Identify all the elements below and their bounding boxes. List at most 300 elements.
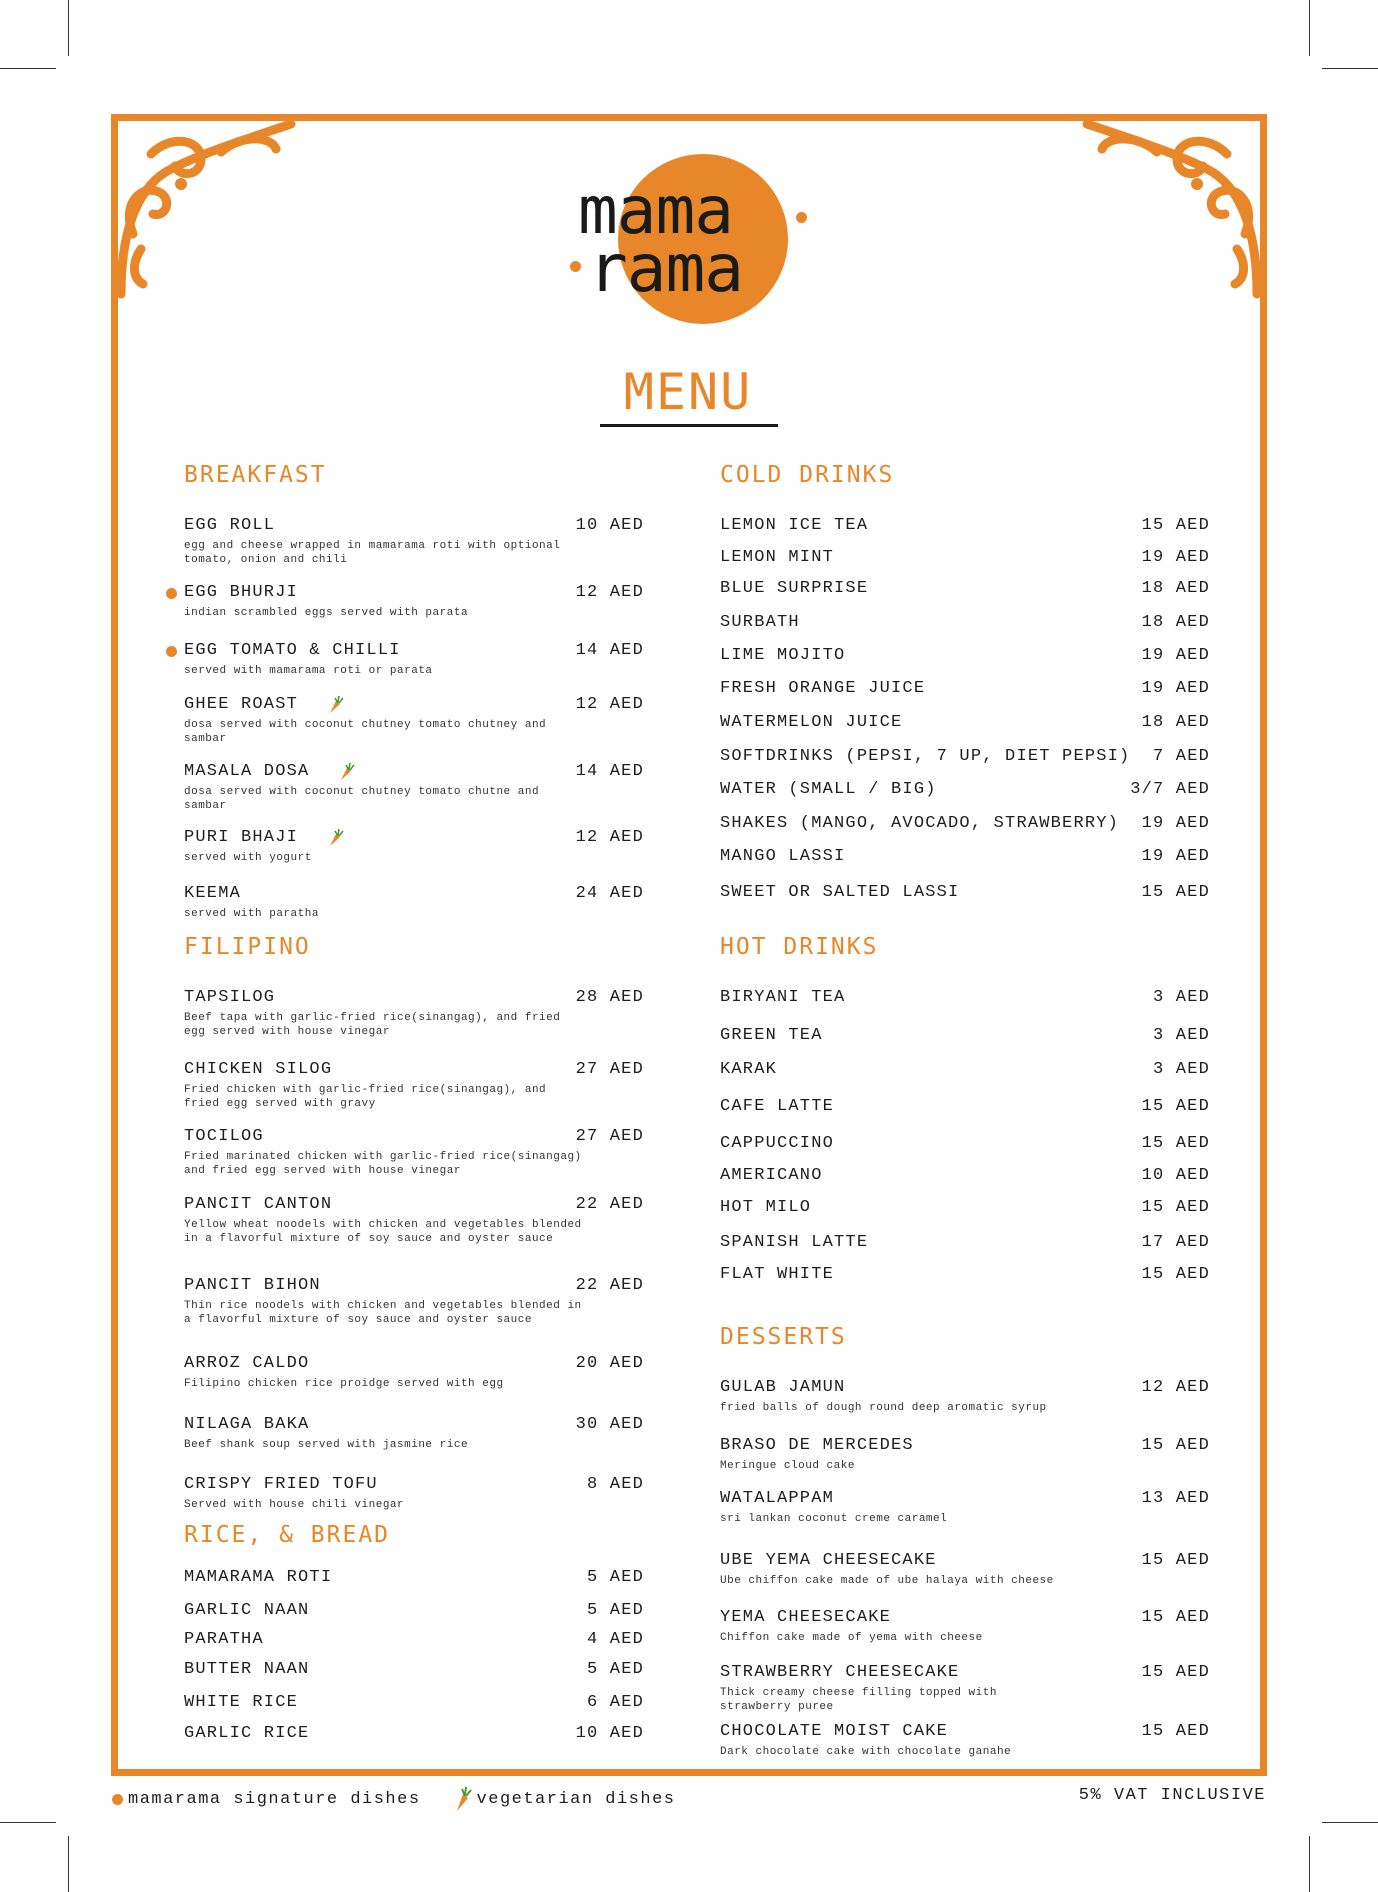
menu-item-price: 27 AED	[575, 1127, 644, 1146]
menu-item-price: 19 AED	[1141, 847, 1210, 866]
menu-item	[184, 762, 644, 813]
menu-item	[720, 747, 1210, 766]
menu-item-price: 17 AED	[1141, 1233, 1210, 1252]
menu-item-name-text: KEEMA	[184, 884, 242, 903]
menu-item-name	[720, 847, 845, 866]
menu-item-price: 15 AED	[1141, 1663, 1210, 1682]
menu-item	[720, 883, 1210, 902]
menu-item-row	[184, 1127, 644, 1146]
menu-item	[720, 1134, 1210, 1153]
menu-section	[720, 1324, 1210, 1758]
menu-item-name-text: BLUE SURPRISE	[720, 579, 869, 598]
menu-item-row	[184, 828, 644, 847]
menu-item-name-text: LIME MOJITO	[720, 646, 846, 665]
menu-item-row	[720, 579, 1210, 598]
menu-item-row	[720, 646, 1210, 665]
menu-item-name	[720, 1026, 823, 1045]
crop-mark	[68, 1836, 69, 1892]
menu-item-name-text: HOT MILO	[720, 1198, 812, 1217]
menu-item-price: 14 AED	[575, 762, 644, 781]
menu-item-name-text: TOCILOG	[184, 1127, 264, 1146]
section-title: COLD DRINKS	[720, 462, 895, 488]
logo-dot-left	[570, 261, 581, 272]
menu-item-price: 15 AED	[1141, 1551, 1210, 1570]
menu-item-name-text: SOFTDRINKS (PEPSI, 7 UP, DIET PEPSI)	[720, 747, 1131, 766]
menu-item-name	[184, 1276, 321, 1295]
menu-item-row	[720, 713, 1210, 732]
menu-item-name-text: UBE YEMA CHEESECAKE	[720, 1551, 937, 1570]
menu-item-row	[720, 1166, 1210, 1185]
menu-item-row	[720, 1198, 1210, 1217]
menu-title-underline	[600, 424, 778, 427]
orange-dot-icon	[112, 1794, 123, 1805]
menu-item-name	[720, 1166, 823, 1185]
menu-item-description: served with yogurt	[184, 852, 312, 864]
menu-item-row	[184, 695, 644, 714]
menu-item-price: 3 AED	[1152, 1060, 1210, 1079]
menu-item-row	[720, 847, 1210, 866]
menu-item-row	[720, 1026, 1210, 1045]
menu-item	[720, 1265, 1210, 1284]
menu-item-price: 18 AED	[1141, 713, 1210, 732]
menu-item-price: 18 AED	[1141, 579, 1210, 598]
menu-item-row	[720, 1060, 1210, 1079]
menu-item-price: 15 AED	[1141, 1608, 1210, 1627]
menu-item-price: 15 AED	[1141, 1265, 1210, 1284]
menu-item-name-text: PURI BHAJI	[184, 828, 299, 847]
menu-item-row	[184, 1195, 644, 1214]
menu-section	[720, 934, 1210, 1284]
menu-item-name	[720, 1198, 811, 1217]
menu-item	[720, 780, 1210, 799]
carrot-icon	[328, 829, 344, 847]
menu-item-description: Fried chicken with garlic-fried rice(sinangag), and fried egg served with gravy	[184, 1084, 547, 1110]
menu-item-name	[184, 1630, 264, 1649]
menu-item-row	[720, 747, 1210, 766]
menu-item-row	[184, 1660, 644, 1679]
menu-item-price: 19 AED	[1141, 548, 1210, 567]
menu-section	[184, 1522, 644, 1743]
menu-item-name	[720, 1134, 834, 1153]
menu-item-name	[720, 646, 845, 665]
menu-item	[720, 847, 1210, 866]
legend-signature-label: mamarama signature dishes	[128, 1789, 421, 1809]
menu-item-price: 5 AED	[586, 1568, 644, 1587]
menu-item	[184, 884, 644, 921]
menu-item-row	[184, 1276, 644, 1295]
menu-item-row	[720, 1722, 1210, 1741]
menu-item-name	[184, 1568, 332, 1587]
section-title: DESSERTS	[720, 1324, 847, 1350]
menu-item-description: Thin rice noodels with chicken and vegetables blended in a flavorful mixture of soy sauce and oyster sauce	[184, 1300, 582, 1326]
menu-item-name-text: WATERMELON JUICE	[720, 713, 903, 732]
menu-item-name	[720, 1663, 959, 1682]
menu-item-name-text: SPANISH LATTE	[720, 1233, 869, 1252]
menu-item-name-text: KARAK	[720, 1060, 778, 1079]
menu-item-price: 7 AED	[1152, 747, 1210, 766]
crop-mark	[1322, 68, 1378, 69]
menu-item-name	[720, 1551, 937, 1570]
menu-item-name-text: CRISPY FRIED TOFU	[184, 1475, 378, 1494]
menu-item-name-text: MANGO LASSI	[720, 847, 846, 866]
menu-item-description: sri lankan coconut creme caramel	[720, 1513, 948, 1525]
menu-item-name	[720, 747, 1130, 766]
menu-item-row	[184, 1724, 644, 1743]
menu-item-price: 6 AED	[586, 1693, 644, 1712]
menu-item	[720, 613, 1210, 632]
menu-item-description: Filipino chicken rice proidge served with egg	[184, 1378, 504, 1390]
crop-mark	[1322, 1822, 1378, 1823]
menu-item-name-text: BUTTER NAAN	[184, 1660, 310, 1679]
menu-item-name	[720, 1722, 948, 1741]
crop-mark	[68, 0, 69, 56]
menu-item	[720, 1722, 1210, 1759]
menu-item-price: 15 AED	[1141, 1722, 1210, 1741]
menu-item-description: dosa served with coconut chutney tomato chutne and sambar	[184, 786, 540, 812]
menu-item-name-text: GHEE ROAST	[184, 695, 299, 714]
menu-item-description: served with paratha	[184, 908, 319, 920]
menu-item-name	[184, 695, 344, 714]
menu-item-row	[720, 883, 1210, 902]
menu-item	[720, 814, 1210, 833]
menu-item-name	[720, 516, 868, 535]
menu-item-name-text: GARLIC RICE	[184, 1724, 310, 1743]
menu-item	[184, 1568, 644, 1587]
menu-item-row	[184, 1568, 644, 1587]
menu-item-price: 3 AED	[1152, 988, 1210, 1007]
logo-line-1: mama	[578, 172, 733, 249]
menu-item	[184, 1060, 644, 1111]
menu-item-name	[720, 1489, 834, 1508]
menu-item-name	[184, 828, 344, 847]
menu-item-description: Ube chiffon cake made of ube halaya with cheese	[720, 1575, 1054, 1587]
menu-item-name	[720, 814, 1119, 833]
menu-item-name-text: GULAB JAMUN	[720, 1378, 846, 1397]
menu-item-description: Chiffon cake made of yema with cheese	[720, 1632, 983, 1644]
menu-item-price: 15 AED	[1141, 1134, 1210, 1153]
menu-item-row	[720, 1663, 1210, 1682]
menu-item-description: served with mamarama roti or parata	[184, 665, 433, 677]
crop-mark	[0, 68, 56, 69]
menu-item-name-text: CAPPUCCINO	[720, 1134, 835, 1153]
carrot-icon	[328, 696, 344, 714]
carrot-icon	[339, 763, 355, 781]
menu-item-price: 28 AED	[575, 988, 644, 1007]
menu-item-row	[720, 548, 1210, 567]
mamarama-logo	[568, 150, 818, 330]
menu-item-name-text: PANCIT CANTON	[184, 1195, 333, 1214]
menu-item	[720, 1489, 1210, 1526]
menu-item-price: 13 AED	[1141, 1489, 1210, 1508]
menu-item-name-text: CAFE LATTE	[720, 1097, 835, 1116]
ornament-corner-top-right	[1077, 114, 1267, 304]
menu-item-row	[720, 988, 1210, 1007]
menu-item-name-text: LEMON ICE TEA	[720, 516, 869, 535]
menu-item-price: 3/7 AED	[1130, 780, 1210, 799]
menu-item	[184, 1630, 644, 1649]
menu-item-row	[720, 1233, 1210, 1252]
menu-item	[720, 1233, 1210, 1252]
menu-item-price: 22 AED	[575, 1276, 644, 1295]
menu-item	[184, 695, 644, 746]
menu-item-name	[184, 1060, 332, 1079]
menu-item-description: dosa served with coconut chutney tomato chutney and sambar	[184, 719, 547, 745]
menu-item	[720, 988, 1210, 1007]
logo-line-2: rama	[588, 230, 743, 307]
menu-item-name	[184, 1354, 309, 1373]
menu-item	[720, 1060, 1210, 1079]
menu-item-description: fried balls of dough round deep aromatic syrup	[720, 1402, 1047, 1414]
menu-item-row	[720, 679, 1210, 698]
menu-item	[184, 1660, 644, 1679]
menu-item-price: 12 AED	[1141, 1378, 1210, 1397]
menu-item-name	[720, 780, 937, 799]
menu-item-price: 12 AED	[575, 583, 644, 602]
menu-item-row	[720, 613, 1210, 632]
menu-item-price: 15 AED	[1141, 1436, 1210, 1455]
menu-section	[184, 462, 644, 920]
menu-item	[184, 1195, 644, 1246]
menu-item	[720, 1166, 1210, 1185]
menu-item-price: 5 AED	[586, 1601, 644, 1620]
menu-item-name	[184, 1601, 309, 1620]
menu-item-row	[184, 1693, 644, 1712]
menu-item-description: Meringue cloud cake	[720, 1460, 855, 1472]
menu-item	[184, 1724, 644, 1743]
menu-item-price: 15 AED	[1141, 1198, 1210, 1217]
menu-item	[184, 828, 644, 865]
menu-item-row	[720, 1551, 1210, 1570]
menu-item-name-text: CHICKEN SILOG	[184, 1060, 333, 1079]
menu-item-description: Yellow wheat noodels with chicken and vegetables blended in a flavorful mixture of soy sauce and oyster sauce	[184, 1219, 582, 1245]
menu-item-row	[184, 1354, 644, 1373]
menu-item-row	[720, 1134, 1210, 1153]
menu-item-name	[720, 988, 845, 1007]
menu-item-name-text: NILAGA BAKA	[184, 1415, 310, 1434]
menu-item-name-text: MAMARAMA ROTI	[184, 1568, 333, 1587]
menu-item-row	[184, 1060, 644, 1079]
menu-item-name	[720, 1060, 777, 1079]
menu-item-price: 19 AED	[1141, 679, 1210, 698]
menu-item-row	[720, 1489, 1210, 1508]
menu-item	[720, 1436, 1210, 1473]
section-title: BREAKFAST	[184, 462, 327, 488]
menu-item-description: Fried marinated chicken with garlic-fried rice(sinangag) and fried egg served with house vinegar	[184, 1151, 582, 1177]
menu-item-name	[720, 883, 959, 902]
menu-item	[184, 1276, 644, 1327]
carrot-icon	[453, 1786, 473, 1812]
menu-item-row	[184, 583, 644, 602]
section-title: HOT DRINKS	[720, 934, 879, 960]
vat-note: 5% VAT INCLUSIVE	[1078, 1786, 1266, 1805]
menu-item-row	[720, 1097, 1210, 1116]
menu-item-name	[720, 579, 868, 598]
menu-item-name-text: GARLIC NAAN	[184, 1601, 310, 1620]
menu-item-price: 10 AED	[575, 1724, 644, 1743]
menu-item-price: 3 AED	[1152, 1026, 1210, 1045]
menu-item	[720, 516, 1210, 535]
menu-item	[720, 579, 1210, 598]
section-title: RICE, & BREAD	[184, 1522, 391, 1548]
menu-item-description: Beef tapa with garlic-fried rice(sinangag), and fried egg served with house vinegar	[184, 1012, 561, 1038]
menu-item-name	[720, 1233, 868, 1252]
menu-item-name	[184, 1724, 309, 1743]
menu-item-name	[184, 1693, 298, 1712]
menu-item-name	[184, 516, 275, 535]
orange-dot-icon	[166, 646, 177, 657]
menu-item-row	[184, 516, 644, 535]
menu-item-price: 15 AED	[1141, 883, 1210, 902]
menu-item-row	[720, 1608, 1210, 1627]
menu-item	[720, 1097, 1210, 1116]
menu-item-name	[720, 713, 902, 732]
menu-item	[184, 1601, 644, 1620]
menu-item-name-text: AMERICANO	[720, 1166, 823, 1185]
crop-mark	[1309, 1836, 1310, 1892]
menu-item-row	[184, 1630, 644, 1649]
menu-item-price: 12 AED	[575, 828, 644, 847]
menu-item	[720, 679, 1210, 698]
crop-mark	[1309, 0, 1310, 56]
menu-item	[184, 516, 644, 567]
menu-item-price: 10 AED	[1141, 1166, 1210, 1185]
menu-item-row	[184, 884, 644, 903]
menu-item-name	[720, 613, 800, 632]
menu-item-name	[720, 1097, 834, 1116]
menu-item-price: 15 AED	[1141, 516, 1210, 535]
menu-item-name-text: CHOCOLATE MOIST CAKE	[720, 1722, 949, 1741]
menu-item-row	[720, 814, 1210, 833]
menu-item	[720, 1608, 1210, 1645]
menu-item-price: 8 AED	[586, 1475, 644, 1494]
menu-item-name-text: SHAKES (MANGO, AVOCADO, STRAWBERRY)	[720, 814, 1120, 833]
menu-item-description: Dark chocolate cake with chocolate ganahe	[720, 1746, 1012, 1758]
menu-item	[720, 646, 1210, 665]
menu-item-description: Served with house chili vinegar	[184, 1499, 405, 1511]
menu-item-name	[184, 1415, 309, 1434]
menu-item-price: 22 AED	[575, 1195, 644, 1214]
menu-item-price: 27 AED	[575, 1060, 644, 1079]
menu-item-price: 19 AED	[1141, 646, 1210, 665]
menu-section	[720, 462, 1210, 902]
menu-item-name-text: WATALAPPAM	[720, 1489, 835, 1508]
menu-item-price: 20 AED	[575, 1354, 644, 1373]
menu-item	[184, 583, 644, 620]
menu-item-row	[720, 516, 1210, 535]
menu-item-row	[184, 1601, 644, 1620]
menu-item-name-text: EGG BHURJI	[184, 583, 299, 602]
logo-dot-right	[796, 212, 807, 223]
menu-item-name	[720, 1265, 834, 1284]
menu-item	[720, 1551, 1210, 1588]
menu-item-name-text: PARATHA	[184, 1630, 264, 1649]
menu-item-name	[184, 762, 355, 781]
menu-item-name-text: EGG ROLL	[184, 516, 276, 535]
menu-footer	[112, 1786, 1266, 1812]
menu-item-name	[720, 1608, 891, 1627]
menu-item-name-text: FRESH ORANGE JUICE	[720, 679, 926, 698]
menu-item-price: 5 AED	[586, 1660, 644, 1679]
menu-item-price: 24 AED	[575, 884, 644, 903]
menu-item	[184, 1354, 644, 1391]
menu-item-name-text: PANCIT BIHON	[184, 1276, 321, 1295]
menu-item-price: 14 AED	[575, 641, 644, 660]
menu-item-name	[720, 679, 925, 698]
menu-item-name	[184, 1660, 309, 1679]
menu-item	[720, 1026, 1210, 1045]
menu-item	[184, 1475, 644, 1512]
menu-item-name-text: LEMON MINT	[720, 548, 835, 567]
menu-item-price: 30 AED	[575, 1415, 644, 1434]
orange-dot-icon	[166, 588, 177, 599]
menu-item-row	[720, 1378, 1210, 1397]
menu-item-name-text: GREEN TEA	[720, 1026, 823, 1045]
menu-item-price: 12 AED	[575, 695, 644, 714]
menu-item-name	[720, 548, 834, 567]
menu-item	[720, 548, 1210, 567]
menu-item-price: 18 AED	[1141, 613, 1210, 632]
menu-item-row	[184, 762, 644, 781]
menu-item-price: 10 AED	[575, 516, 644, 535]
menu-item-description: Thick creamy cheese filling topped with strawberry puree	[720, 1687, 997, 1713]
menu-item-name	[720, 1378, 845, 1397]
menu-item-row	[184, 641, 644, 660]
menu-item-name-text: FLAT WHITE	[720, 1265, 835, 1284]
menu-item-row	[720, 780, 1210, 799]
menu-item-row	[184, 988, 644, 1007]
menu-item-name-text: EGG TOMATO & CHILLI	[184, 641, 401, 660]
menu-item-row	[184, 1415, 644, 1434]
menu-item-name	[184, 641, 401, 660]
menu-item-name-text: WHITE RICE	[184, 1693, 299, 1712]
menu-item-name-text: TAPSILOG	[184, 988, 276, 1007]
menu-item	[720, 1378, 1210, 1415]
menu-item-name-text: STRAWBERRY CHEESECAKE	[720, 1663, 960, 1682]
menu-item-name	[184, 988, 275, 1007]
legend	[112, 1786, 675, 1812]
menu-item-description: egg and cheese wrapped in mamarama roti with optional tomato, onion and chili	[184, 540, 561, 566]
menu-item-name-text: BRASO DE MERCEDES	[720, 1436, 914, 1455]
menu-item	[720, 1663, 1210, 1714]
menu-item-name-text: YEMA CHEESECAKE	[720, 1608, 892, 1627]
menu-item	[184, 641, 644, 678]
menu-item-price: 4 AED	[586, 1630, 644, 1649]
menu-item-price: 15 AED	[1141, 1097, 1210, 1116]
menu-item	[184, 1693, 644, 1712]
menu-item	[720, 1198, 1210, 1217]
menu-item-name-text: WATER (SMALL / BIG)	[720, 780, 937, 799]
menu-item	[720, 713, 1210, 732]
menu-item	[184, 1127, 644, 1178]
menu-item-price: 19 AED	[1141, 814, 1210, 833]
menu-item-name	[184, 1195, 332, 1214]
menu-item-name	[184, 583, 298, 602]
menu-item	[184, 1415, 644, 1452]
menu-item-name	[184, 884, 241, 903]
menu-item-name-text: BIRYANI TEA	[720, 988, 846, 1007]
menu-item-name-text: SURBATH	[720, 613, 800, 632]
menu-item-row	[720, 1436, 1210, 1455]
menu-title: MENU	[623, 363, 753, 421]
crop-mark	[0, 1822, 56, 1823]
section-title: FILIPINO	[184, 934, 311, 960]
menu-item-description: indian scrambled eggs served with parata	[184, 607, 469, 619]
menu-item	[184, 988, 644, 1039]
menu-item-name-text: SWEET OR SALTED LASSI	[720, 883, 960, 902]
menu-item-name	[184, 1127, 264, 1146]
menu-section	[184, 934, 644, 1511]
menu-item-name-text: ARROZ CALDO	[184, 1354, 310, 1373]
